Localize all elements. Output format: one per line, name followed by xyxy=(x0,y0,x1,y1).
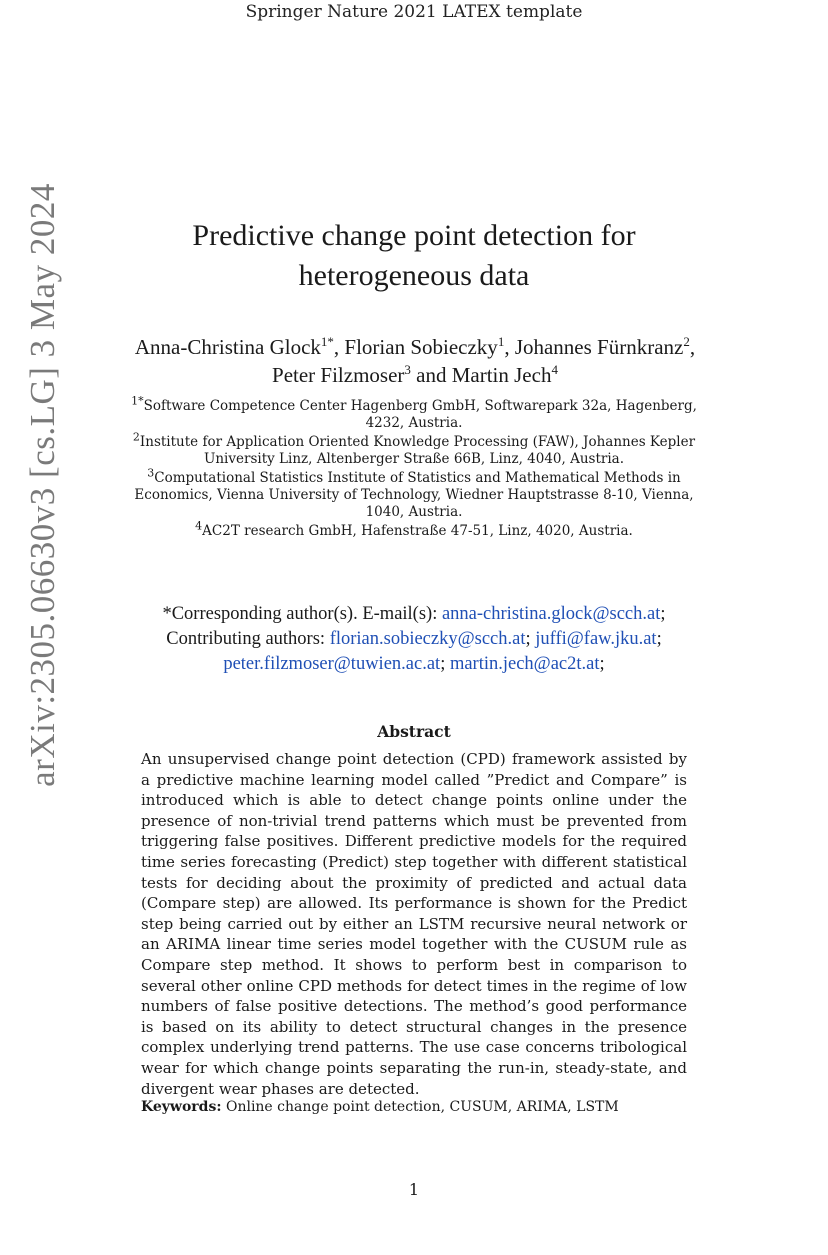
author-name: Peter Filzmoser xyxy=(272,363,405,387)
affiliation xyxy=(122,394,706,432)
contributing-email-link[interactable]: florian.sobieczky@scch.at xyxy=(329,629,526,649)
author-name: Anna-Christina Glock xyxy=(134,335,321,359)
affiliation-text: Computational Statistics Institute of Statistics and Mathematical Methods in Economics, Vienna University of Technology, Wiedner Hauptstrasse 8-10, Vienna, 1040, Austria. xyxy=(134,470,694,520)
affiliation-mark: 2 xyxy=(132,430,140,444)
author-mark: 1* xyxy=(320,334,334,349)
author-list xyxy=(130,333,700,389)
running-header: Springer Nature 2021 LATEX template xyxy=(245,2,583,22)
affiliation-mark: 3 xyxy=(147,466,155,480)
contributing-label: Contributing authors: xyxy=(166,629,326,649)
author-name: Martin Jech xyxy=(451,363,552,387)
page-number: 1 xyxy=(408,1180,420,1199)
corresponding-label: *Corresponding author(s). E-mail(s): xyxy=(162,604,438,624)
affiliation-text: Software Competence Center Hagenberg GmbH, Softwarepark 32a, Hagenberg, 4232, Austria. xyxy=(143,398,697,431)
author-name: Johannes Fürnkranz xyxy=(514,335,684,359)
contributing-email-link[interactable]: peter.filzmoser@tuwien.ac.at xyxy=(223,654,441,674)
contributing-email-link[interactable]: martin.jech@ac2t.at xyxy=(449,654,600,674)
affiliation xyxy=(122,466,706,521)
abstract-body: An unsupervised change point detection (CPD) framework assisted by a predictive machine learning model called ”Predict and Compare” is introduced which is able to detect change points online under the presence of non-trivial trend patterns which must be prevented from triggering false positives. Different predictive models for the required time series forecasting (Predict) step together with different statistical tests for deciding about the proximity of predicted and actual data (Compare step) are allowed. Its performance is shown for the Predict step being carried out by either an LSTM recursive neural network or an ARIMA linear time series model together with the CUSUM rule as Compare step method. It shows to perform best in comparison to several other online CPD methods for detect times in the regime of low numbers of false positive detections. The method’s good performance is based on its ability to detect structural changes in the presence complex underlying trend patterns. The use case concerns tribological wear for which change points separating the run-in, steady-state, and divergent wear phases are detected. xyxy=(141,750,687,1098)
affiliation xyxy=(122,430,706,468)
author-mark: 4 xyxy=(551,362,558,377)
corresponding-email-link[interactable]: anna-christina.glock@scch.at xyxy=(441,604,661,624)
keywords-label: Keywords: xyxy=(141,1099,222,1115)
affiliation-text: AC2T research GmbH, Hafenstraße 47-51, Linz, 4020, Austria. xyxy=(202,523,633,539)
author-mark: 1 xyxy=(497,334,505,349)
author-separator: , xyxy=(333,335,345,359)
affiliation-list xyxy=(122,394,706,542)
contributing-email-link[interactable]: juffi@faw.jku.at xyxy=(535,629,657,649)
affiliation-mark: 4 xyxy=(195,519,203,533)
affiliation-mark: 1* xyxy=(131,394,144,408)
author-name: Florian Sobieczky xyxy=(344,335,498,359)
author-separator: , xyxy=(504,335,515,359)
correspondence-block: *Corresponding author(s). E-mail(s): anna-christina.glock@scch.at; Contributing authors: florian.sobieczky@scch.at; juffi@faw.jku.at; peter.filzmoser@tuwien.ac.at; martin.jech@ac2t.at; xyxy=(162,604,666,674)
affiliation-text: Institute for Application Oriented Knowledge Processing (FAW), Johannes Kepler University Linz, Altenberger Straße 66B, Linz, 4040, Austria. xyxy=(139,434,696,467)
author-separator: and xyxy=(410,363,452,387)
abstract-heading: Abstract xyxy=(377,722,451,741)
paper-title: Predictive change point detection for heterogeneous data xyxy=(192,219,636,292)
author-mark: 3 xyxy=(404,362,411,377)
arxiv-identifier: arXiv:2305.06630v3 [cs.LG] 3 May 2024 xyxy=(23,183,62,787)
author-separator: , xyxy=(689,335,696,359)
keywords-line xyxy=(141,1099,701,1115)
author-mark: 2 xyxy=(683,334,690,349)
keywords-text: Online change point detection, CUSUM, ARIMA, LSTM xyxy=(225,1099,619,1115)
affiliation xyxy=(122,519,706,540)
